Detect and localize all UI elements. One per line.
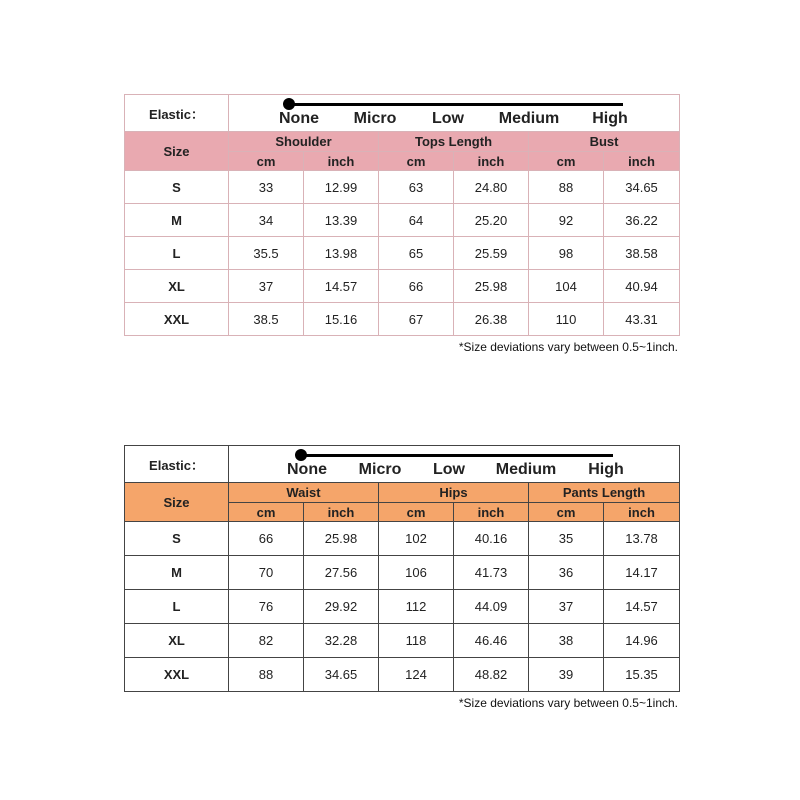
value-cell: 25.20 — [454, 204, 529, 237]
size-header: Size — [125, 132, 229, 171]
value-cell: 15.35 — [604, 658, 680, 692]
elastic-label: Elastic： — [125, 446, 229, 483]
elastic-level-micro: Micro — [358, 461, 402, 478]
value-cell: 35 — [529, 522, 604, 556]
table-row — [125, 624, 680, 658]
unit-header: cm — [529, 152, 604, 171]
value-cell: 124 — [379, 658, 454, 692]
size-cell: L — [125, 237, 229, 270]
size-table — [124, 445, 680, 692]
value-cell: 25.98 — [454, 270, 529, 303]
value-cell: 14.57 — [604, 590, 680, 624]
size-table — [124, 94, 680, 336]
table-row — [125, 658, 680, 692]
elastic-level-none: None — [287, 461, 327, 478]
value-cell: 37 — [229, 270, 304, 303]
size-cell: XXL — [125, 658, 229, 692]
size-cell: L — [125, 590, 229, 624]
bottoms-size-chart — [124, 445, 679, 710]
table-row — [125, 171, 680, 204]
value-cell: 37 — [529, 590, 604, 624]
group-header-pants-length: Pants Length — [529, 483, 680, 503]
value-cell: 34 — [229, 204, 304, 237]
unit-header: cm — [379, 503, 454, 522]
elastic-row — [125, 446, 680, 483]
value-cell: 63 — [379, 171, 454, 204]
value-cell: 29.92 — [304, 590, 379, 624]
value-cell: 46.46 — [454, 624, 529, 658]
value-cell: 43.31 — [604, 303, 680, 336]
value-cell: 14.96 — [604, 624, 680, 658]
value-cell: 106 — [379, 556, 454, 590]
value-cell: 33 — [229, 171, 304, 204]
elastic-scale — [229, 95, 680, 132]
value-cell: 104 — [529, 270, 604, 303]
size-cell: XL — [125, 270, 229, 303]
group-header-row — [125, 132, 680, 152]
value-cell: 25.59 — [454, 237, 529, 270]
unit-header: cm — [229, 152, 304, 171]
size-cell: S — [125, 522, 229, 556]
value-cell: 76 — [229, 590, 304, 624]
size-cell: XXL — [125, 303, 229, 336]
table-row — [125, 303, 680, 336]
value-cell: 27.56 — [304, 556, 379, 590]
value-cell: 40.16 — [454, 522, 529, 556]
value-cell: 41.73 — [454, 556, 529, 590]
value-cell: 98 — [529, 237, 604, 270]
elastic-level-high: High — [588, 461, 624, 478]
group-header-hips: Hips — [379, 483, 529, 503]
size-cell: M — [125, 204, 229, 237]
group-header-row — [125, 483, 680, 503]
table-row — [125, 590, 680, 624]
unit-header: inch — [454, 152, 529, 171]
group-header-shoulder: Shoulder — [229, 132, 379, 152]
size-cell: XL — [125, 624, 229, 658]
value-cell: 48.82 — [454, 658, 529, 692]
value-cell: 110 — [529, 303, 604, 336]
value-cell: 14.17 — [604, 556, 680, 590]
value-cell: 36.22 — [604, 204, 680, 237]
value-cell: 82 — [229, 624, 304, 658]
elastic-level-medium: Medium — [495, 461, 557, 478]
table-row — [125, 204, 680, 237]
value-cell: 102 — [379, 522, 454, 556]
size-header: Size — [125, 483, 229, 522]
elastic-label: Elastic： — [125, 95, 229, 132]
value-cell: 118 — [379, 624, 454, 658]
size-deviation-note: *Size deviations vary between 0.5~1inch. — [458, 696, 678, 710]
value-cell: 34.65 — [604, 171, 680, 204]
elastic-level-high: High — [592, 110, 628, 127]
value-cell: 70 — [229, 556, 304, 590]
value-cell: 35.5 — [229, 237, 304, 270]
size-cell: S — [125, 171, 229, 204]
elastic-level-medium: Medium — [498, 110, 560, 127]
value-cell: 13.39 — [304, 204, 379, 237]
value-cell: 64 — [379, 204, 454, 237]
elastic-level-low: Low — [433, 461, 465, 478]
value-cell: 34.65 — [304, 658, 379, 692]
value-cell: 92 — [529, 204, 604, 237]
value-cell: 13.78 — [604, 522, 680, 556]
unit-header: cm — [529, 503, 604, 522]
table-row — [125, 270, 680, 303]
elastic-level-none: None — [279, 110, 319, 127]
elastic-level-micro: Micro — [353, 110, 397, 127]
elastic-level-low: Low — [432, 110, 464, 127]
unit-header: inch — [604, 503, 680, 522]
value-cell: 66 — [379, 270, 454, 303]
value-cell: 44.09 — [454, 590, 529, 624]
unit-header: inch — [304, 152, 379, 171]
value-cell: 36 — [529, 556, 604, 590]
value-cell: 24.80 — [454, 171, 529, 204]
unit-header: inch — [604, 152, 680, 171]
unit-header: cm — [379, 152, 454, 171]
value-cell: 25.98 — [304, 522, 379, 556]
table-row — [125, 522, 680, 556]
value-cell: 32.28 — [304, 624, 379, 658]
table-row — [125, 237, 680, 270]
value-cell: 15.16 — [304, 303, 379, 336]
table-row — [125, 556, 680, 590]
value-cell: 39 — [529, 658, 604, 692]
value-cell: 40.94 — [604, 270, 680, 303]
value-cell: 112 — [379, 590, 454, 624]
value-cell: 13.98 — [304, 237, 379, 270]
value-cell: 66 — [229, 522, 304, 556]
value-cell: 65 — [379, 237, 454, 270]
value-cell: 14.57 — [304, 270, 379, 303]
elastic-scale-line — [299, 454, 613, 457]
group-header-bust: Bust — [529, 132, 680, 152]
size-cell: M — [125, 556, 229, 590]
value-cell: 88 — [529, 171, 604, 204]
size-deviation-note: *Size deviations vary between 0.5~1inch. — [458, 340, 678, 354]
unit-header: inch — [304, 503, 379, 522]
value-cell: 38.5 — [229, 303, 304, 336]
value-cell: 88 — [229, 658, 304, 692]
unit-header: cm — [229, 503, 304, 522]
group-header-tops-length: Tops Length — [379, 132, 529, 152]
value-cell: 38 — [529, 624, 604, 658]
elastic-scale-line — [289, 103, 623, 106]
unit-header: inch — [454, 503, 529, 522]
value-cell: 26.38 — [454, 303, 529, 336]
elastic-scale — [229, 446, 680, 483]
elastic-row — [125, 95, 680, 132]
value-cell: 67 — [379, 303, 454, 336]
group-header-waist: Waist — [229, 483, 379, 503]
tops-size-chart — [124, 94, 679, 354]
value-cell: 12.99 — [304, 171, 379, 204]
value-cell: 38.58 — [604, 237, 680, 270]
